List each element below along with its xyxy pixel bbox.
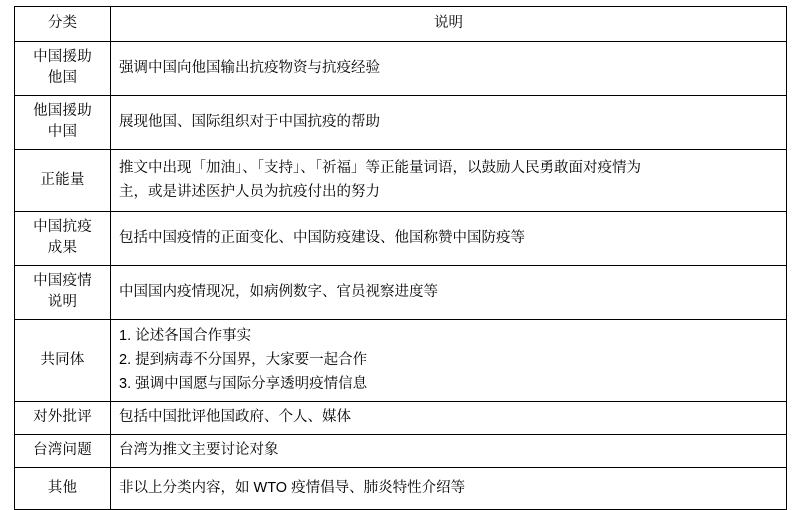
classification-table xyxy=(14,6,787,510)
table-header-row xyxy=(15,7,787,42)
table-row xyxy=(15,212,787,266)
table-body xyxy=(15,42,787,510)
row-category-line: 对外批评 xyxy=(33,409,92,426)
table-row xyxy=(15,320,787,402)
row-category-line: 他国 xyxy=(47,70,78,87)
row-category-line: 共同体 xyxy=(40,351,85,368)
row-description xyxy=(111,468,787,510)
row-category-line: 他国援助 xyxy=(33,103,92,120)
table-row xyxy=(15,266,787,320)
row-category xyxy=(15,435,111,468)
table-row xyxy=(15,468,787,510)
row-description-line: 包括中国疫情的正面变化、中国防疫建设、他国称赞中国防疫等 xyxy=(119,229,525,246)
header-description: 说明 xyxy=(111,7,787,42)
row-description xyxy=(111,435,787,468)
row-description xyxy=(111,42,787,96)
row-description-line: 非以上分类内容，如 WTO 疫情倡导、肺炎特性介绍等 xyxy=(119,479,466,496)
table-row xyxy=(15,402,787,435)
row-category-line: 说明 xyxy=(47,294,78,311)
row-description xyxy=(111,96,787,150)
row-category-line: 成果 xyxy=(47,240,78,257)
table-header xyxy=(15,7,787,42)
row-category-line: 其他 xyxy=(47,479,78,496)
row-description-line: 中国国内疫情现况，如病例数字、官员视察进度等 xyxy=(119,283,438,300)
row-description xyxy=(111,150,787,212)
row-category xyxy=(15,150,111,212)
row-category-line: 中国抗疫 xyxy=(33,219,92,236)
row-description xyxy=(111,212,787,266)
row-description-line: 主，或是讲述医护人员为抗疫付出的努力 xyxy=(119,183,380,200)
row-description-line: 1. 论述各国合作事实 xyxy=(119,327,252,344)
row-category-line: 中国疫情 xyxy=(33,273,92,290)
row-description-line: 2. 提到病毒不分国界，大家要一起合作 xyxy=(119,351,368,368)
row-description xyxy=(111,266,787,320)
row-description-line: 推文中出现「加油」、「支持」、「祈福」等正能量词语，以鼓励人民勇敢面对疫情为 xyxy=(119,159,641,176)
row-category xyxy=(15,42,111,96)
row-category-line: 台湾问题 xyxy=(33,442,92,459)
row-category xyxy=(15,468,111,510)
row-description xyxy=(111,402,787,435)
row-category xyxy=(15,402,111,435)
row-description-line: 3. 强调中国愿与国际分享透明疫情信息 xyxy=(119,375,368,392)
row-category-line: 正能量 xyxy=(40,171,85,188)
table-row xyxy=(15,42,787,96)
header-category: 分类 xyxy=(15,7,111,42)
row-category xyxy=(15,212,111,266)
table-row xyxy=(15,96,787,150)
row-category xyxy=(15,266,111,320)
row-description xyxy=(111,320,787,402)
table-row xyxy=(15,435,787,468)
row-description-line: 台湾为推文主要讨论对象 xyxy=(119,442,279,459)
row-category-line: 中国 xyxy=(47,124,78,141)
row-category xyxy=(15,96,111,150)
row-description-line: 强调中国向他国输出抗疫物资与抗疫经验 xyxy=(119,59,380,76)
row-description-line: 展现他国、国际组织对于中国抗疫的帮助 xyxy=(119,113,380,130)
row-category xyxy=(15,320,111,402)
row-description-line: 包括中国批评他国政府、个人、媒体 xyxy=(119,409,351,426)
table-row xyxy=(15,150,787,212)
row-category-line: 中国援助 xyxy=(33,49,92,66)
